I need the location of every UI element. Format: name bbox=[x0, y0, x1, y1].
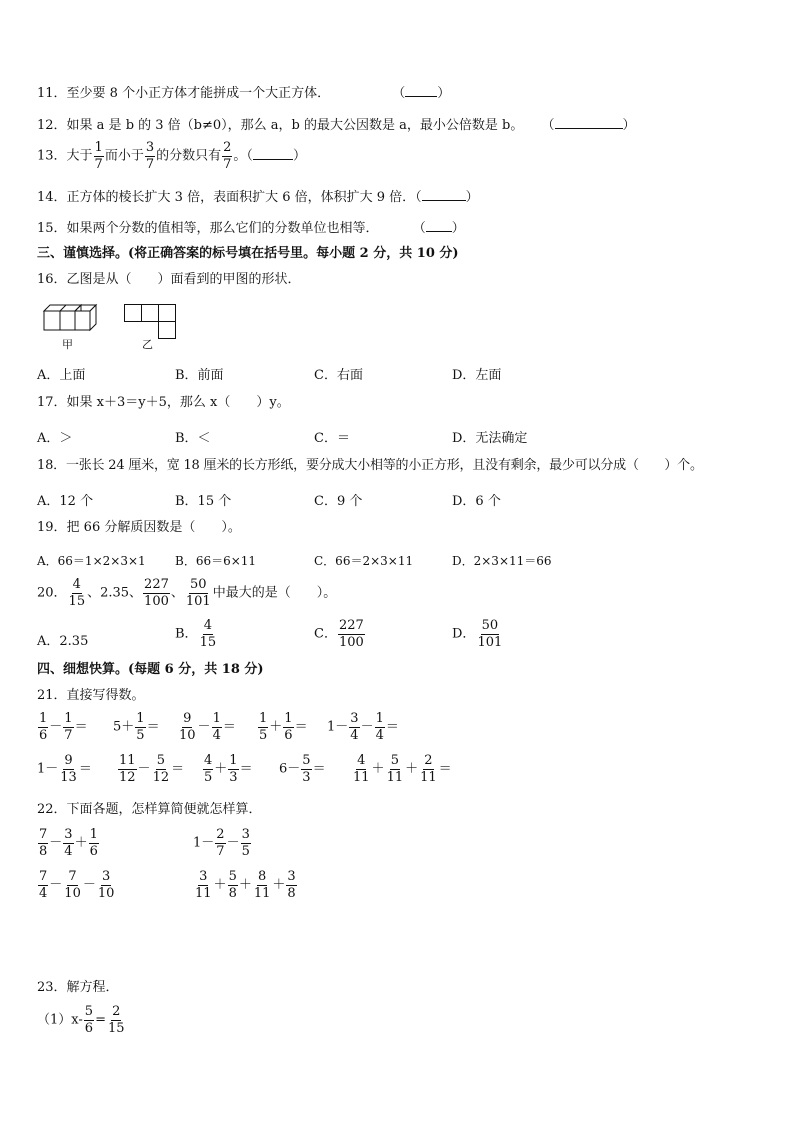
fraction: $\frac{7}{8}$ bbox=[39, 827, 48, 859]
fraction: $\frac{1}{4}$ bbox=[375, 711, 384, 743]
q16-option-d[interactable]: D．左面 bbox=[452, 368, 502, 383]
fraction: $\frac{7}{4}$ bbox=[39, 869, 48, 901]
fraction: $\frac{3}{11}$ bbox=[195, 869, 212, 901]
question-11: 11．至少要 8 个小正方体才能拼成一个大正方体． （ ） bbox=[37, 86, 451, 101]
fraction: $\frac{2}{7}$ bbox=[216, 827, 225, 859]
fraction: $\frac{227}{100}$ bbox=[338, 618, 364, 650]
fraction: $\frac{9}{10}$ bbox=[179, 711, 196, 743]
fraction: $\frac{9}{13}$ bbox=[60, 753, 77, 785]
q20-option-d[interactable]: D． $\frac{50}{101}$ bbox=[452, 618, 503, 650]
answer-blank-14[interactable] bbox=[422, 189, 466, 201]
q18-option-c[interactable]: C．9 个 bbox=[314, 494, 363, 509]
q16-option-b[interactable]: B．前面 bbox=[175, 368, 224, 383]
q21-expr-2: 5＋ $\frac{1}{5}$ ＝ bbox=[113, 711, 160, 743]
q17-option-b[interactable]: B．＜ bbox=[175, 431, 211, 446]
q22-problem-4: $\frac{3}{11}$ ＋ $\frac{5}{8}$ ＋ $\frac{8}{11}$ ＋ $\frac{3}{8}$ bbox=[195, 869, 296, 901]
q17-option-c[interactable]: C．＝ bbox=[314, 431, 350, 446]
fraction: $\frac{50}{101}$ bbox=[185, 577, 211, 609]
q20-option-b[interactable]: B． $\frac{4}{15}$ bbox=[175, 618, 217, 650]
fraction: $\frac{1}{6}$ bbox=[39, 711, 48, 743]
question-22-stem: 22．下面各题，怎样算简便就怎样算． bbox=[37, 802, 262, 817]
q19-option-d[interactable]: D．2×3×11＝66 bbox=[452, 554, 552, 568]
question-13: 13．大于 $\frac{1}{7}$ 而小于 $\frac{3}{7}$ 的分数只有 $\frac{2}{7}$ 。（ ） bbox=[37, 140, 306, 172]
q19-option-b[interactable]: B．66＝6×11 bbox=[175, 554, 257, 568]
question-23-stem: 23．解方程． bbox=[37, 980, 119, 995]
fraction: $\frac{50}{101}$ bbox=[477, 618, 503, 650]
question-17-stem: 17．如果 x＋3＝y＋5，那么 x（ ）y。 bbox=[37, 395, 290, 410]
fraction: $\frac{1}{7}$ bbox=[64, 711, 73, 743]
q16-option-c[interactable]: C．右面 bbox=[314, 368, 363, 383]
figure-jia-cubes bbox=[44, 303, 104, 331]
q22-problem-2: 1－ $\frac{2}{7}$ － $\frac{3}{5}$ bbox=[193, 827, 250, 859]
q21-expr-1: $\frac{1}{6}$ － $\frac{1}{7}$ ＝ bbox=[39, 711, 88, 743]
fraction: $\frac{2}{15}$ bbox=[107, 1004, 125, 1036]
fraction: $\frac{1}{5}$ bbox=[259, 711, 268, 743]
q21-expr-10: $\frac{4}{11}$ ＋ $\frac{5}{11}$ ＋ $\frac{2}{11}$ ＝ bbox=[353, 753, 452, 785]
q21-expr-6: 1－ $\frac{9}{13}$ ＝ bbox=[37, 753, 92, 785]
q22-problem-3: $\frac{7}{4}$ － $\frac{7}{10}$ － $\frac{3}{10}$ bbox=[39, 869, 115, 901]
q18-option-a[interactable]: A．12 个 bbox=[37, 494, 94, 509]
fraction: $\frac{4}{5}$ bbox=[204, 753, 213, 785]
question-19-stem: 19．把 66 分解质因数是（ ）。 bbox=[37, 520, 241, 535]
fraction: $\frac{1}{6}$ bbox=[284, 711, 293, 743]
q18-option-d[interactable]: D．6 个 bbox=[452, 494, 501, 509]
q22-problem-1: $\frac{7}{8}$ － $\frac{3}{4}$ ＋ $\frac{1}{6}$ bbox=[39, 827, 98, 859]
question-21-stem: 21．直接写得数。 bbox=[37, 688, 145, 703]
fraction: $\frac{5}{6}$ bbox=[84, 1004, 94, 1036]
q18-option-b[interactable]: B．15 个 bbox=[175, 494, 232, 509]
fraction: $\frac{5}{12}$ bbox=[152, 753, 170, 785]
fraction: $\frac{5}{8}$ bbox=[228, 869, 237, 901]
fraction: $\frac{4}{15}$ bbox=[68, 577, 86, 609]
q21-expr-9: 6－ $\frac{5}{3}$ ＝ bbox=[279, 753, 326, 785]
q21-expr-3: $\frac{9}{10}$ － $\frac{1}{4}$ ＝ bbox=[179, 711, 236, 743]
fraction: $\frac{5}{3}$ bbox=[302, 753, 311, 785]
q17-option-d[interactable]: D．无法确定 bbox=[452, 431, 528, 446]
fraction: $\frac{1}{3}$ bbox=[229, 753, 238, 785]
fraction: $\frac{1}{7}$ bbox=[94, 140, 103, 172]
q21-expr-5: 1－ $\frac{3}{4}$ － $\frac{1}{4}$ ＝ bbox=[327, 711, 399, 743]
q16-option-a[interactable]: A．上面 bbox=[37, 368, 86, 383]
question-18-stem: 18．一张长 24 厘米，宽 18 厘米的长方形纸，要分成大小相等的小正方形，且没有剩余，最少可以分成（ ）个。 bbox=[37, 458, 703, 473]
fraction: $\frac{2}{7}$ bbox=[223, 140, 232, 172]
q21-expr-7: $\frac{11}{12}$ － $\frac{5}{12}$ ＝ bbox=[119, 753, 185, 785]
q21-expr-8: $\frac{4}{5}$ ＋ $\frac{1}{3}$ ＝ bbox=[204, 753, 253, 785]
answer-blank-12[interactable] bbox=[555, 117, 623, 129]
fraction: $\frac{5}{11}$ bbox=[386, 753, 404, 785]
fraction: $\frac{3}{10}$ bbox=[97, 869, 115, 901]
figure-yi-squares bbox=[124, 304, 176, 340]
q19-option-a[interactable]: A．66＝1×2×3×1 bbox=[37, 554, 146, 568]
fraction: $\frac{1}{4}$ bbox=[212, 711, 221, 743]
answer-blank-11[interactable] bbox=[405, 85, 437, 97]
fraction: $\frac{8}{11}$ bbox=[253, 869, 271, 901]
question-14: 14．正方体的棱长扩大 3 倍，表面积扩大 6 倍，体积扩大 9 倍．（ ） bbox=[37, 190, 479, 205]
fraction: $\frac{3}{7}$ bbox=[145, 140, 155, 172]
fraction: $\frac{3}{4}$ bbox=[350, 711, 359, 743]
fraction: $\frac{4}{15}$ bbox=[199, 618, 217, 650]
fraction: $\frac{1}{5}$ bbox=[136, 711, 145, 743]
q17-option-a[interactable]: A．＞ bbox=[37, 431, 73, 446]
q20-option-a[interactable]: A．2.35 bbox=[37, 634, 89, 649]
q20-option-c[interactable]: C． $\frac{227}{100}$ bbox=[314, 618, 364, 650]
section-3-title: 三、谨慎选择。(将正确答案的标号填在括号里。每小题 2 分，共 10 分) bbox=[37, 246, 459, 261]
fraction: $\frac{227}{100}$ bbox=[144, 577, 169, 609]
question-12: 12．如果 a 是 b 的 3 倍（b≠0），那么 a，b 的最大公因数是 a，最小公倍数是 b。 （ ） bbox=[37, 118, 636, 133]
fraction: $\frac{3}{5}$ bbox=[241, 827, 250, 859]
section-4-title: 四、细想快算。(每题 6 分，共 18 分) bbox=[37, 662, 264, 677]
question-15: 15．如果两个分数的值相等，那么它们的分数单位也相等． （ ） bbox=[37, 221, 465, 236]
fraction: $\frac{2}{11}$ bbox=[420, 753, 437, 785]
fraction: $\frac{3}{4}$ bbox=[64, 827, 73, 859]
fraction: $\frac{7}{10}$ bbox=[64, 869, 81, 901]
q21-expr-4: $\frac{1}{5}$ ＋ $\frac{1}{6}$ ＝ bbox=[259, 711, 308, 743]
q19-option-c[interactable]: C．66＝2×3×11 bbox=[314, 554, 414, 568]
fraction: $\frac{1}{6}$ bbox=[89, 827, 98, 859]
figure-jia-label: 甲 bbox=[62, 338, 73, 351]
figure-yi-label: 乙 bbox=[142, 338, 153, 351]
fraction: $\frac{11}{12}$ bbox=[119, 753, 136, 785]
question-20-stem: 20． $\frac{4}{15}$ 、2.35、 $\frac{227}{100}$ 、 $\frac{50}{101}$ 中最大的是（ ）。 bbox=[37, 577, 337, 609]
fraction: $\frac{3}{8}$ bbox=[287, 869, 296, 901]
answer-blank-15[interactable] bbox=[426, 220, 452, 232]
fraction: $\frac{4}{11}$ bbox=[353, 753, 370, 785]
question-16-stem: 16．乙图是从（ ）面看到的甲图的形状． bbox=[37, 272, 301, 287]
q23-equation-1: （1）x- $\frac{5}{6}$ = $\frac{2}{15}$ bbox=[37, 1004, 125, 1036]
answer-blank-13[interactable] bbox=[253, 148, 293, 160]
